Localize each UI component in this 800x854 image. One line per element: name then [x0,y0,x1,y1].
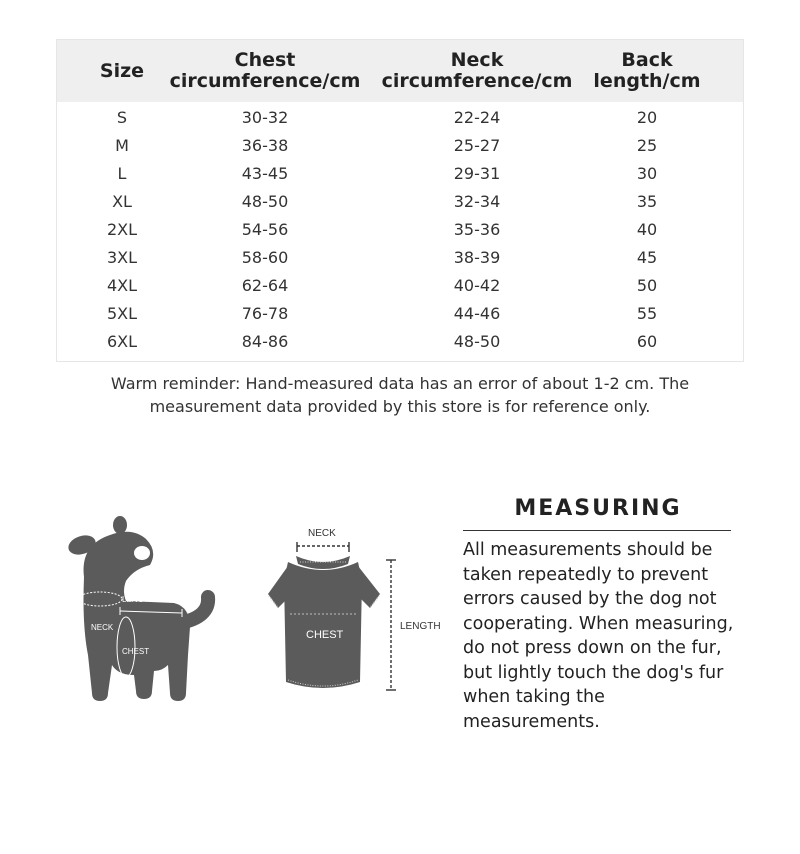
cell-size: S [116,108,128,127]
cell-chest: 62-64 [241,276,289,295]
cell-back: 45 [636,248,658,267]
table-header [57,40,743,102]
measuring-line: taken repeatedly to prevent [463,564,709,585]
measuring-line: do not press down on the fur, [463,638,722,658]
cell-neck: 40-42 [453,276,501,295]
cell-back: 20 [636,108,658,127]
dog-measurement-illustration [62,515,222,707]
header-neck: Neck circumference/cm [381,49,573,92]
cell-back: 55 [636,304,658,323]
table-row [57,328,743,356]
header-size: Size [99,59,145,82]
shirt-chest-label: CHEST [306,629,344,641]
cell-size: 5XL [106,304,138,323]
cell-back: 30 [636,164,658,183]
cell-chest: 76-78 [241,304,289,323]
cell-size: 4XL [106,276,138,295]
measuring-line: errors caused by the dog not [463,589,717,609]
cell-neck: 38-39 [453,248,501,267]
shirt-neck-label: NECK [308,528,336,539]
cell-neck: 22-24 [453,108,501,127]
cell-size: M [115,136,129,155]
measuring-instructions [463,538,738,734]
measuring-line: when taking the measurements. [463,687,605,732]
warm-reminder [60,372,740,418]
cell-chest: 48-50 [241,192,289,211]
cell-size: 2XL [106,220,138,239]
table-row [57,216,743,244]
dog-chest-label: CHEST [122,647,150,656]
cell-back: 35 [636,192,658,211]
cell-back: 25 [636,136,658,155]
cell-neck: 35-36 [453,220,501,239]
table-row [57,272,743,300]
cell-chest: 36-38 [241,136,289,155]
shirt-measurement-illustration [262,522,452,697]
cell-neck: 44-46 [453,304,501,323]
cell-back: 40 [636,220,658,239]
measuring-line: All measurements should be [463,540,713,560]
cell-chest: 84-86 [241,332,289,351]
cell-neck: 29-31 [453,164,501,183]
warm-reminder-line-2: measurement data provided by this store is for reference only. [149,397,651,416]
dog-neck-label: NECK [91,623,114,632]
header-chest: Chest circumference/cm [169,49,361,92]
warm-reminder-line-1: Warm reminder: Hand-measured data has an error of about 1-2 cm. The [110,374,690,393]
measuring-line: cooperating. When measuring, [463,613,734,634]
table-row [57,104,743,132]
cell-chest: 54-56 [241,220,289,239]
cell-size: L [117,164,127,183]
cell-size: 3XL [106,248,138,267]
header-back: Back length/cm [593,49,701,92]
cell-chest: 30-32 [241,108,289,127]
table-row [57,132,743,160]
measuring-line: but lightly touch the dog's fur [463,662,724,683]
cell-neck: 25-27 [453,136,501,155]
table-row [57,188,743,216]
size-table [56,39,744,362]
cell-chest: 58-60 [241,248,289,267]
measuring-title: MEASURING [514,496,682,521]
cell-back: 50 [636,276,658,295]
table-row [57,300,743,328]
table-row [57,244,743,272]
cell-chest: 43-45 [241,164,289,183]
cell-size: 6XL [106,332,138,351]
measuring-divider [463,530,731,531]
table-row [57,160,743,188]
cell-neck: 32-34 [453,192,501,211]
cell-size: XL [112,192,132,211]
cell-neck: 48-50 [453,332,501,351]
cell-back: 60 [636,332,658,351]
dog-length-label: LENGTH [122,595,155,604]
shirt-length-label: LENGTH [400,621,441,632]
